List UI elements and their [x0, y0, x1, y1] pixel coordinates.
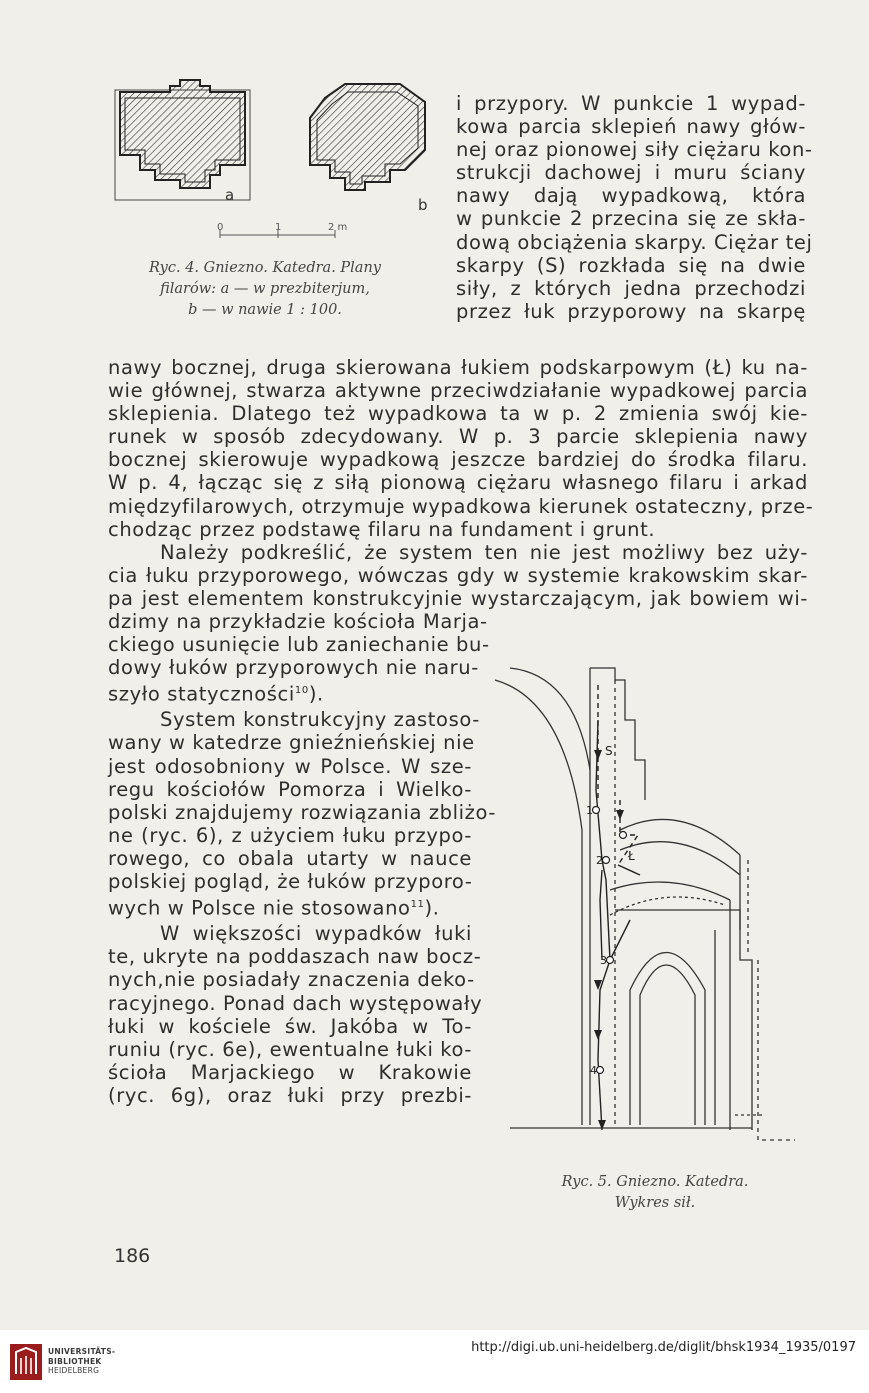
text-line: bocznej skierowuje wypadkową jeszcze bardziej do środka filaru.: [108, 448, 808, 472]
page-number: 186: [114, 1245, 151, 1267]
text-line: wany w katedrze gnieźnieńskiej nie: [108, 731, 475, 755]
library-logo-icon: [10, 1344, 42, 1380]
text-line: nej oraz pionowej siły ciężaru kon-: [456, 138, 813, 162]
text-line: nawy dają wypadkową, która: [456, 184, 806, 208]
text-line: cia łuku przyporowego, wówczas gdy w systemie krakowskim skar-: [108, 563, 808, 587]
text-line: W p. 4, łącząc się z siłą pionową ciężaru własnego filaru i arkad: [108, 471, 808, 495]
figure-5-force-diagram: [490, 660, 800, 1145]
label-s: S: [605, 744, 613, 758]
scale-label-1: 1: [275, 222, 282, 233]
text-line: w punkcie 2 przecina się ze skła-: [456, 207, 806, 231]
text-line: strukcji dachowej i muru ściany: [456, 161, 806, 185]
figure-4-pillar-plans: [100, 70, 450, 250]
text-line: nych,nie posiadały znaczenia deko-: [108, 968, 475, 992]
text-line: te, ukryte na poddaszach naw bocz-: [108, 945, 482, 969]
text-line: wie głównej, stwarza aktywne przeciwdziałanie wypadkowej parcia: [108, 379, 808, 403]
text-left-column: [108, 610, 497, 1107]
library-name: UNIVERSITÄTS- BIBLIOTHEK HEIDELBERG: [48, 1347, 116, 1375]
source-url-link[interactable]: http://digi.ub.uni-heidelberg.de/diglit/bhsk1934_1935/0197: [471, 1340, 856, 1355]
text-line: łuki w kościele św. Jakóba w To-: [108, 1014, 472, 1038]
scale-label-0: 0: [217, 222, 224, 233]
text-line: runek w sposób zdecydowany. W p. 3 parcie sklepienia nawy: [108, 425, 808, 449]
text-line: pa jest elementem konstrukcyjnie wystarczającym, jak bowiem wi-: [108, 586, 808, 610]
text-line: międzyfilarowych, otrzymuje wypadkowa kierunek ostateczny, prze-: [108, 494, 814, 518]
text-line: polski znajdujemy rozwiązania zbliżo-: [108, 800, 497, 824]
text-line: dzimy na przykładzie kościoła Marja-: [108, 610, 488, 633]
text-line: ne (ryc. 6), z użyciem łuku przypo-: [108, 823, 472, 847]
point-3: 3: [600, 954, 607, 967]
text-line: siły, z których jedna przechodzi: [456, 276, 806, 300]
text-top-right: [456, 92, 813, 323]
label-b: b: [418, 196, 428, 214]
text-full-width: [108, 356, 814, 610]
text-line: dowy łuków przyporowych nie naru-: [108, 656, 479, 680]
text-line: ckiego usunięcie lub zaniechanie bu-: [108, 633, 490, 657]
text-line: racyjnego. Ponad dach występowały: [108, 991, 483, 1015]
label-l: Ł: [628, 849, 635, 863]
footnote-ref-11: 11: [410, 899, 425, 911]
text-line: szyło statyczności$^{10}$).: [108, 682, 324, 706]
scale-label-2: 2 m: [328, 222, 348, 233]
label-a: a: [225, 186, 235, 204]
text-line: kowa parcia sklepień nawy głów-: [456, 115, 806, 139]
text-line: System konstrukcyjny zastoso-: [160, 708, 480, 732]
text-line: sklepienia. Dlatego też wypadkowa ta w p. 2 zmienia swój kie-: [108, 402, 808, 426]
text-line: wych w Polsce nie stosowano$^{11}$).: [108, 896, 440, 920]
text-line: (ryc. 6g), oraz łuki przy prezbi-: [108, 1083, 472, 1107]
text-line: polskiej pogląd, że łuków przyporo-: [108, 870, 473, 894]
text-line: przez łuk przyporowy na skarpę: [456, 299, 806, 323]
text-line: rowego, co obala utarty w nauce: [108, 846, 472, 870]
text-line: runiu (ryc. 6e), ewentualne łuki ko-: [108, 1037, 472, 1061]
force-resultant-line: [596, 685, 640, 1130]
text-line: Należy podkreślić, że system ten nie jest możliwy bez uży-: [160, 540, 808, 564]
text-line: chodząc przez podstawę filaru na fundament i grunt.: [108, 517, 656, 541]
text-line: i przypory. W punkcie 1 wypad-: [456, 92, 806, 115]
footnote-ref-10: 10: [294, 685, 309, 697]
point-1: 1: [586, 804, 593, 817]
text-line: regu kościołów Pomorza i Wielko-: [108, 777, 472, 801]
text-line: ścioła Marjackiego w Krakowie: [108, 1060, 472, 1084]
pillar-plan-a: [115, 80, 250, 200]
figure-5-caption: Ryc. 5. Gniezno. Katedra. Wykres sił.: [561, 1174, 749, 1211]
text-line: skarpy (S) rozkłada się na dwie: [456, 253, 806, 277]
text-line: W większości wypadków łuki: [160, 922, 472, 946]
point-2: 2: [596, 854, 603, 867]
pillar-plan-b: [310, 84, 425, 190]
figure-4-caption: Ryc. 4. Gniezno. Katedra. Plany filarów: a — w prezbiterjum, b — w nawie 1 : 100.: [149, 260, 381, 318]
text-line: dową obciążenia skarpy. Ciężar tej: [456, 230, 813, 254]
text-line: nawy bocznej, druga skierowana łukiem podskarpowym (Ł) ku na-: [108, 356, 808, 379]
point-4: 4: [590, 1064, 597, 1077]
text-line: jest odosobniony w Polsce. W sze-: [108, 754, 472, 778]
